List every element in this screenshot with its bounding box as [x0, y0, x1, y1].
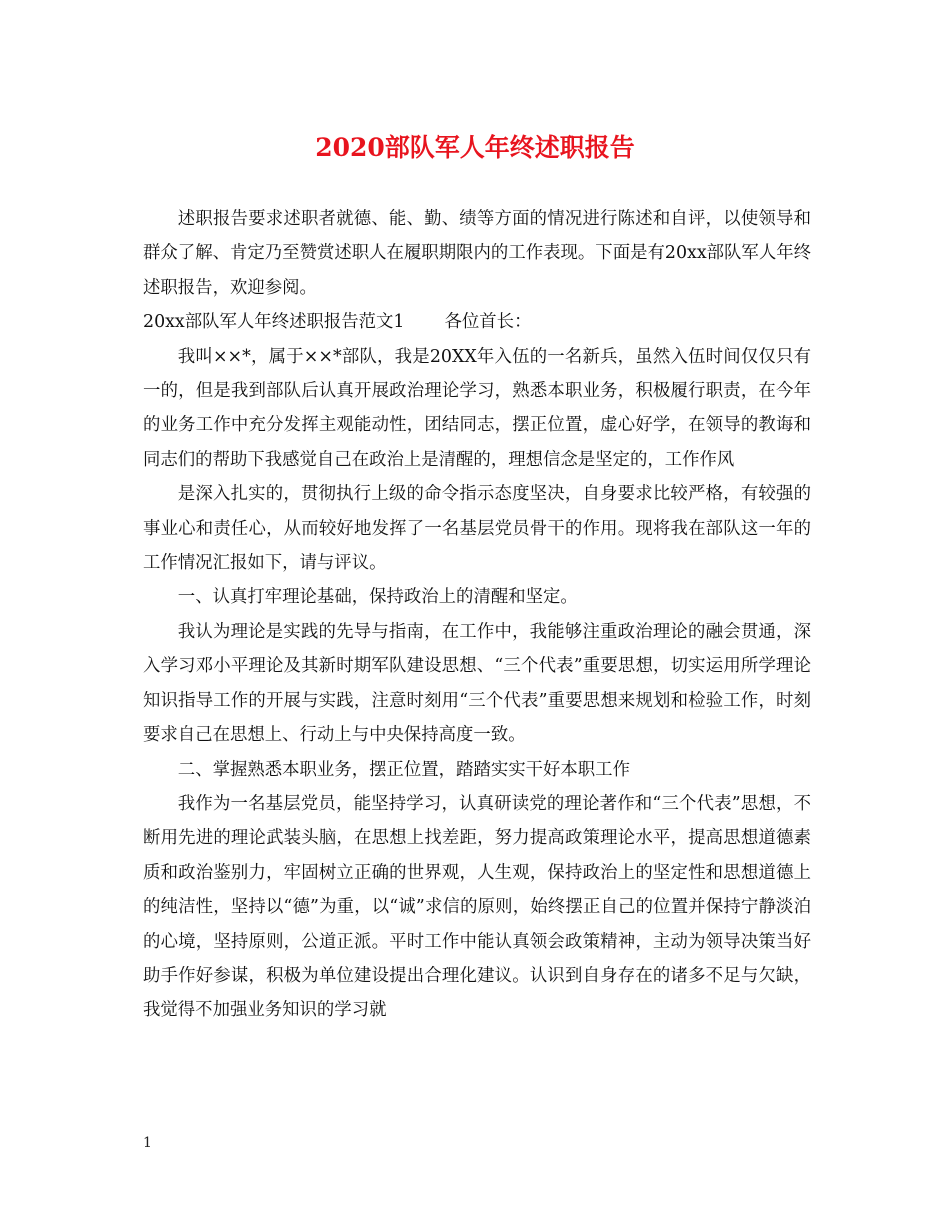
sample-heading-line — [143, 305, 811, 339]
section-heading-one: 一、认真打牢理论基础，保持政治上的清醒和坚定。 — [177, 587, 578, 608]
salutation: 各位首长： — [444, 312, 532, 333]
intro-paragraph: 述职报告要求述职者就德、能、勤、绩等方面的情况进行陈述和自评，以使领导和群众了解、肯定乃至赞赏述职人在履职期限内的工作表现。下面是有20xx部队军人年终述职报告，欢迎参阅。 — [143, 209, 811, 298]
document-body — [143, 202, 811, 1028]
section-heading-two: 二、掌握熟悉本职业务，摆正位置，踏踏实实干好本职工作 — [177, 759, 630, 780]
page-number: 1 — [143, 1135, 152, 1151]
document-title: 2020部队军人年终述职报告 — [315, 133, 635, 162]
work-style-paragraph: 是深入扎实的，贯彻执行上级的命令指示态度坚决，自身要求比较严格，有较强的事业心和责任心，从而较好地发挥了一名基层党员骨干的作用。现将我在部队这一年的工作情况汇报如下，请与评议。 — [143, 484, 811, 574]
party-member-paragraph: 我作为一名基层党员，能坚持学习，认真研读党的理论著作和“三个代表”思想，不断用先进的理论武装头脑，在思想上找差距，努力提高政策理论水平，提高思想道德素质和政治鉴别力，牢固树立正确的世界观，人生观，保持政治上的坚定性和思想道德上的纯洁性，坚持以“德”为重，以“诚”求信的原则，始终摆正自己的位置并保持宁静淡泊的心境，坚持原则，公道正派。平时工作中能认真领会政策精神，主动为领导决策当好助手作好参谋，积极为单位建设提出合理化建议。认识到自身存在的诸多不足与欠缺，我觉得不加强业务知识的学习就 — [143, 793, 811, 1021]
theory-paragraph: 我认为理论是实践的先导与指南，在工作中，我能够注重政治理论的融会贯通，深入学习邓小平理论及其新时期军队建设思想、“三个代表”重要思想，切实运用所学理论知识指导工作的开展与实践，注意时刻用“三个代表”重要思想来规划和检验工作，时刻要求自己在思想上、行动上与中央保持高度一致。 — [143, 621, 811, 746]
self-introduction-paragraph: 我叫××*，属于××*部队，我是20XX年入伍的一名新兵，虽然入伍时间仅仅只有一的，但是我到部队后认真开展政治理论学习，熟悉本职业务，积极履行职责，在今年的业务工作中充分发挥主观能动性，团结同志，摆正位置，虚心好学，在领导的教诲和同志们的帮助下我感觉自己在政治上是清醒的，理想信念是坚定的，工作作风 — [143, 346, 811, 470]
sample-heading: 20xx部队军人年终述职报告范文1 — [143, 312, 405, 333]
